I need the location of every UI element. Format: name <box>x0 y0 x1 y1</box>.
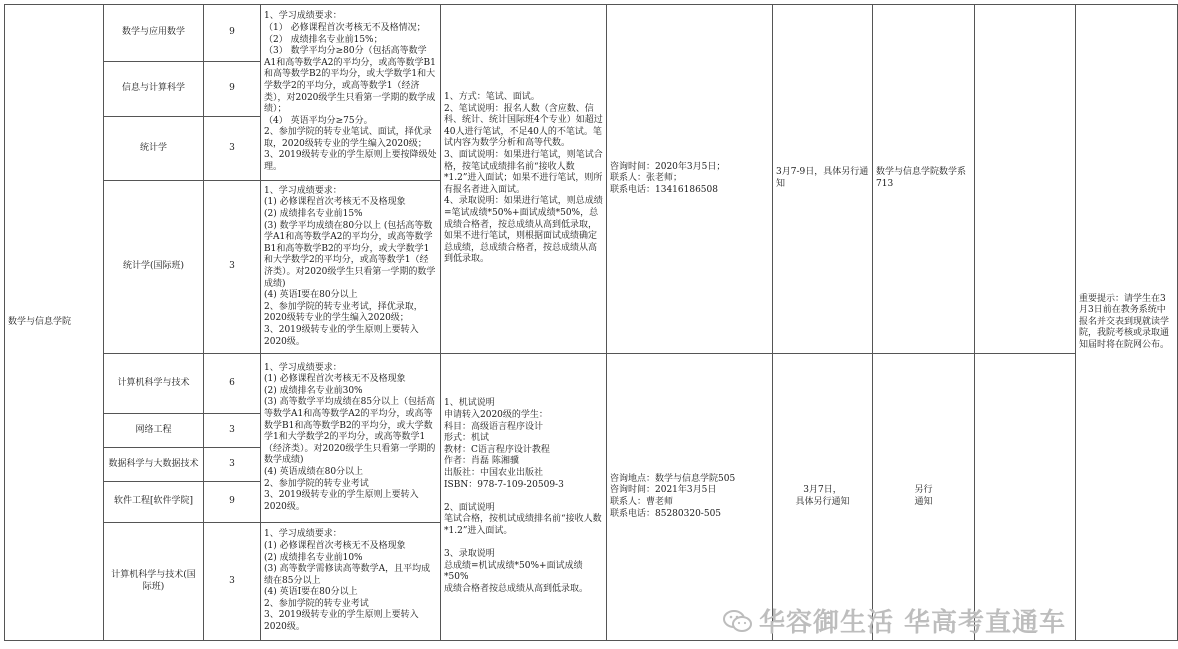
major-quota: 9 <box>204 5 261 62</box>
major-quota: 3 <box>204 523 261 641</box>
major-quota: 3 <box>204 448 261 482</box>
exam-location: 另行 通知 <box>873 354 975 641</box>
major-name: 数据科学与大数据技术 <box>104 448 204 482</box>
table-row <box>5 5 1178 62</box>
blank-cell <box>975 5 1076 354</box>
exam-time: 3月7-9日，具体另行通知 <box>773 5 873 354</box>
watermark <box>723 602 1066 639</box>
major-name: 统计学 <box>104 117 204 181</box>
major-name: 软件工程[软件学院] <box>104 482 204 523</box>
major-name: 数学与应用数学 <box>104 5 204 62</box>
requirements: 1、学习成绩要求： (1) 必修课程首次考核无不及格现象 (2) 成绩排名专业前15% (3) 数学平均成绩在80分以上 (包括高等数学A1和高等数学A2的平均分，或高等数学B1和高等数学B2的平均分，或大学数学1和大学数学2的平均分，或高等数学1（经济类）。对2020级学生只看第一学期的数学成绩) (4) 英语I要在80分以上 2、参加学院的转专业考试，择优录取，2020级转专业的学生编入2020级； 3、2019级转专业的学生原则上要转入2020级。 <box>261 181 441 354</box>
exam-description: 1、机试说明 申请转入2020级的学生： 科目：高级语言程序设计 形式：机试 教材：C语言程序设计教程 作者：肖磊 陈湘骥 出版社：中国农业出版社 ISBN：978-7-109-20509-3 2、面试说明 笔试合格，按机试成绩排名前“接收人数*1.2”进入面试。 3、录取说明 总成绩=机试成绩*50%+面试成绩*50% 成绩合格者按总成绩从高到低录取。 <box>441 354 607 641</box>
major-quota: 9 <box>204 482 261 523</box>
blank-cell <box>975 354 1076 641</box>
major-quota: 3 <box>204 181 261 354</box>
major-quota: 3 <box>204 117 261 181</box>
major-name: 计算机科学与技术 <box>104 354 204 414</box>
important-notice: 重要提示：请学生在3月3日前在教务系统中报名并交表到现就读学院，我院考核或录取通知届时将在院网公布。 <box>1076 5 1178 641</box>
requirements: 1、学习成绩要求： (1) 必修课程首次考核无不及格现象 (2) 成绩排名专业前30% (3) 高等数学平均成绩在85分以上（包括高等数学A1和高等数学A2的平均分，或高等数学B1和高等数学B2的平均分，或大学数学1和大学数学2的平均分，或高等数学1（经济类）。对2020级学生只看第一学期的数学成绩) (4) 英语成绩在80分以上 2、参加学院的转专业考试 3、2019级转专业的学生原则上要转入2020级。 <box>261 354 441 523</box>
requirements: 1、学习成绩要求： (1) 必修课程首次考核无不及格现象 (2) 成绩排名专业前10% (3) 高等数学需修读高等数学A，且平均成绩在85分以上 (4) 英语I要在80分以上 2、参加学院的转专业考试 3、2019级转专业的学生原则上要转入2020级。 <box>261 523 441 641</box>
exam-time: 3月7日， 具体另行通知 <box>773 354 873 641</box>
major-quota: 9 <box>204 62 261 117</box>
major-name: 统计学(国际班) <box>104 181 204 354</box>
table-row <box>5 354 1178 414</box>
major-name: 网络工程 <box>104 414 204 448</box>
exam-description: 1、方式：笔试、面试。 2、笔试说明：报名人数（含应数、信科、统计、统计国际班4个专业）如超过40人进行笔试，不足40人的不笔试。笔试内容为数学分析和高等代数。 3、面试说明：如果进行笔试，则笔试合格，按笔试成绩排名前“接收人数*1.2”进入面试；如果不进行笔试，则所有报名者进入面试。 4、录取说明：如果进行笔试，则总成绩=笔试成绩*50%+面试成绩*50%，总成绩合格者，按总成绩从高到低录取，如果不进行笔试，则根据面试成绩确定总成绩，总成绩合格者，按总成绩从高到低录取。 <box>441 5 607 354</box>
major-quota: 3 <box>204 414 261 448</box>
contact-info: 咨询时间：2020年3月5日； 联系人：张老师； 联系电话：13416186508 <box>607 5 773 354</box>
major-quota: 6 <box>204 354 261 414</box>
watermark-text: 华容御生活 华高考直通车 <box>758 608 1066 638</box>
transfer-table <box>4 4 1178 641</box>
requirements: 1、学习成绩要求： （1） 必修课程首次考核无不及格情况； （2） 成绩排名专业前15%； （3） 数学平均分≥80分（包括高等数学A1和高等数学A2的平均分，或高等数学B1和高等数学B2的平均分，或大学数学1和大学数学2的平均分，或高等数学1（经济类），对2020级学生只看第一学期的数学成绩）； （4） 英语平均分≥75分。 2、参加学院的转专业笔试、面试，择优录取，2020级转专业的学生编入2020级； 3、2019级转专业的学生原则上要按降级处理。 <box>261 5 441 181</box>
contact-info: 咨询地点：数学与信息学院505 咨询时间：2021年3月5日 联系人：曹老师 联系电话：85280320-505 <box>607 354 773 641</box>
wechat-icon <box>723 608 753 634</box>
major-name: 信息与计算科学 <box>104 62 204 117</box>
college-name: 数学与信息学院 <box>5 5 104 641</box>
exam-location: 数学与信息学院数学系713 <box>873 5 975 354</box>
major-name: 计算机科学与技术(国际班) <box>104 523 204 641</box>
